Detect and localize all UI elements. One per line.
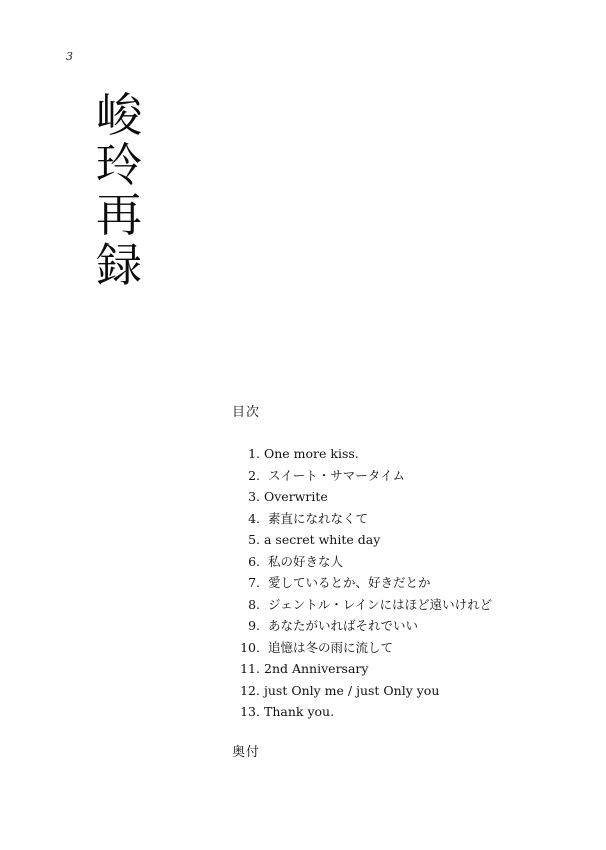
toc-item-number: 3. — [248, 489, 260, 504]
toc-item-number: 5. — [248, 532, 260, 547]
toc-item — [232, 508, 492, 530]
toc-list — [232, 443, 492, 723]
toc-item-title: 愛しているとか、好きだとか — [268, 575, 431, 590]
toc-item — [232, 551, 492, 573]
colophon-label: 奥付 — [232, 745, 261, 760]
toc-item — [232, 443, 492, 465]
toc-item-number: 9. — [248, 618, 260, 633]
title-char: 玲 — [96, 138, 142, 192]
toc-item — [232, 594, 492, 616]
toc-item-title: just Only me / just Only you — [264, 682, 440, 698]
toc-item — [232, 680, 492, 702]
toc-item-number: 11. — [240, 661, 260, 676]
toc-item-title: 私の好きな人 — [268, 553, 344, 569]
toc-item-title: One more kiss. — [264, 446, 359, 461]
toc-item-title: a secret white day — [264, 532, 381, 547]
toc-item-number: 4. — [248, 510, 260, 526]
toc-item-title: あなたがいればそれでいい — [268, 618, 419, 633]
toc-item — [232, 615, 492, 637]
toc-item-number: 1. — [248, 446, 260, 461]
toc-item-title: ジェントル・レインにはほど遠いけれど — [268, 596, 493, 612]
page-number: 3 — [66, 50, 73, 63]
title-char: 再 — [96, 188, 142, 242]
toc-item — [232, 529, 492, 551]
toc-item-title: Thank you. — [264, 704, 335, 719]
toc-item-number: 2. — [248, 467, 260, 483]
toc-item — [232, 658, 492, 680]
toc-item-number: 12. — [240, 682, 260, 698]
toc-heading: 目次 — [232, 405, 261, 420]
toc-item — [232, 637, 492, 659]
toc-item-title: 2nd Anniversary — [264, 661, 369, 676]
toc-item — [232, 486, 492, 508]
title-char: 録 — [96, 238, 142, 292]
toc-item-number: 8. — [248, 596, 260, 612]
toc-item-title: Overwrite — [264, 489, 328, 504]
toc-item-number: 10. — [240, 639, 260, 655]
toc-item-number: 7. — [248, 575, 260, 590]
book-title — [92, 90, 146, 290]
toc-item-title: 追憶は冬の雨に流して — [268, 639, 394, 655]
toc-item-number: 6. — [248, 553, 260, 569]
toc-item — [232, 572, 492, 594]
toc-item — [232, 701, 492, 723]
toc-item-title: スイート・サマータイム — [268, 467, 406, 483]
toc-item — [232, 465, 492, 487]
title-char: 峻 — [96, 88, 142, 142]
toc-item-number: 13. — [240, 704, 260, 719]
toc-item-title: 素直になれなくて — [268, 510, 369, 526]
